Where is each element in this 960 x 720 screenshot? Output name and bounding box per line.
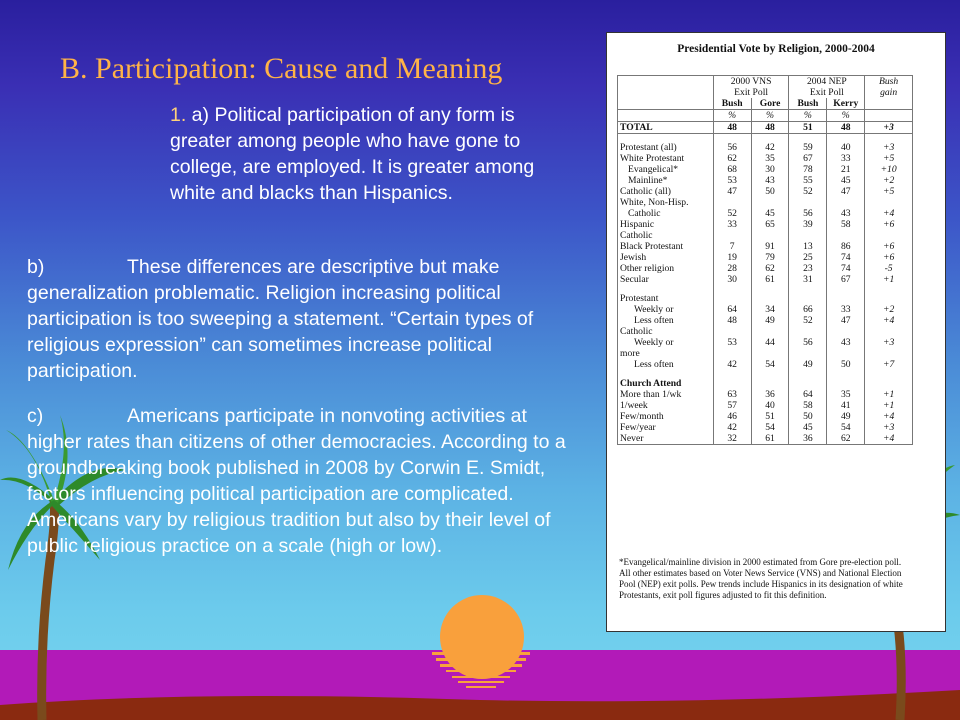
table-row: [618, 378, 913, 389]
table-row: [618, 315, 913, 326]
table-cell: [865, 378, 913, 389]
table-cell: [827, 230, 865, 241]
table-row: [618, 208, 913, 219]
table-cell: [713, 378, 751, 389]
table-cell: 42: [713, 422, 751, 433]
table-cell: [827, 293, 865, 304]
table-cell: +1: [865, 389, 913, 400]
table-row: [618, 164, 913, 175]
table-cell: 44: [751, 337, 789, 348]
table-title: Presidential Vote by Religion, 2000-2004: [677, 43, 875, 55]
row-label: White Protestant: [618, 153, 714, 164]
table-row: [618, 326, 913, 337]
table-cell: 53: [713, 337, 751, 348]
table-row: [618, 142, 913, 153]
row-label: Other religion: [618, 263, 714, 274]
table-cell: 33: [827, 304, 865, 315]
table-spacer-row: [618, 134, 913, 143]
table-footnote: *Evangelical/mainline division in 2000 estimated from Gore pre-election poll. All other estimates based on Voter News Service (VNS) and National Election Pool (NEP) exit polls. Pew trends include Hispanics in its designation of white Protestants, exit poll figures adjusted to fit this definition.: [619, 557, 903, 600]
table-row: [618, 197, 913, 208]
point-b-label: b): [27, 256, 45, 278]
table-cell: 48: [751, 122, 789, 134]
table-cell: 47: [827, 186, 865, 197]
table-row: [618, 400, 913, 411]
table-row: [618, 186, 913, 197]
table-cell: 43: [751, 175, 789, 186]
table-cell: [751, 326, 789, 337]
table-cell: 48: [827, 122, 865, 134]
table-cell: 52: [789, 186, 827, 197]
table-cell: +3: [865, 122, 913, 134]
gain-sublabel: gain: [865, 87, 913, 98]
row-label: Secular: [618, 274, 714, 285]
table-cell: 51: [789, 122, 827, 134]
row-label: Weekly or: [618, 304, 714, 315]
col-bush-2000: Bush: [713, 98, 751, 110]
table-unit-row: [618, 110, 913, 122]
row-label: more: [618, 348, 714, 359]
poll-2000-label: 2000 VNS: [713, 76, 789, 88]
table-cell: 35: [827, 389, 865, 400]
table-cell: 91: [751, 241, 789, 252]
point-1-text: a) Political participation of any form is greater among people who have gone to college, are employed. It is greater among white and blacks than Hispanics.: [170, 104, 535, 204]
table-cell: [789, 378, 827, 389]
table-cell: 42: [713, 359, 751, 370]
table-cell: 55: [789, 175, 827, 186]
table-row: [618, 348, 913, 359]
table-cell: 13: [789, 241, 827, 252]
table-cell: 43: [827, 208, 865, 219]
table-row: [618, 359, 913, 370]
table-cell: 61: [751, 274, 789, 285]
table-cell: 43: [827, 337, 865, 348]
table-cell: 78: [789, 164, 827, 175]
table-row: [618, 252, 913, 263]
point-b-text: These differences are descriptive but make generalization problematic. Religion increasing political participation is too sweeping a statement. “Certain types of religious expression” can sometimes increase political participation.: [27, 256, 534, 382]
table-cell: 51: [751, 411, 789, 422]
table-cell: [713, 293, 751, 304]
table-cell: +4: [865, 433, 913, 445]
row-label: Mainline*: [618, 175, 714, 186]
table-cell: 40: [827, 142, 865, 153]
table-cell: [827, 348, 865, 359]
row-label: Protestant (all): [618, 142, 714, 153]
table-cell: 62: [827, 433, 865, 445]
table-cell: 49: [751, 315, 789, 326]
table-row: [618, 422, 913, 433]
point-c: [27, 403, 572, 559]
row-label: Hispanic: [618, 219, 714, 230]
table-cell: 42: [751, 142, 789, 153]
table-cell: 59: [789, 142, 827, 153]
table-cell: 21: [827, 164, 865, 175]
table-cell: [865, 348, 913, 359]
row-label: Protestant: [618, 293, 714, 304]
poll-2000-sublabel: Exit Poll: [713, 87, 789, 98]
vote-table-panel: [606, 32, 946, 632]
table-cell: 47: [713, 186, 751, 197]
table-cell: 56: [789, 337, 827, 348]
row-label: Catholic: [618, 326, 714, 337]
table-cell: 53: [713, 175, 751, 186]
table-cell: 56: [789, 208, 827, 219]
unit-pct: %: [751, 110, 789, 122]
table-cell: +3: [865, 337, 913, 348]
table-row: [618, 153, 913, 164]
table-cell: [865, 293, 913, 304]
table-cell: 61: [751, 433, 789, 445]
table-cell: [713, 197, 751, 208]
table-cell: [713, 326, 751, 337]
table-cell: +7: [865, 359, 913, 370]
table-cell: 52: [789, 315, 827, 326]
unit-pct: %: [827, 110, 865, 122]
row-label: 1/week: [618, 400, 714, 411]
point-1: [170, 102, 580, 206]
table-cell: 33: [713, 219, 751, 230]
table-cell: 31: [789, 274, 827, 285]
table-cell: 62: [713, 153, 751, 164]
row-label: Jewish: [618, 252, 714, 263]
row-label: Church Attend: [618, 378, 714, 389]
table-cell: +4: [865, 208, 913, 219]
table-cell: 64: [713, 304, 751, 315]
table-cell: 67: [827, 274, 865, 285]
table-header-row-1: [618, 76, 913, 88]
table-cell: 41: [827, 400, 865, 411]
table-cell: [713, 230, 751, 241]
table-cell: 19: [713, 252, 751, 263]
table-cell: 33: [827, 153, 865, 164]
table-row: [618, 433, 913, 445]
row-label: Catholic: [618, 230, 714, 241]
table-row: [618, 304, 913, 315]
table-cell: [827, 197, 865, 208]
table-cell: 46: [713, 411, 751, 422]
row-label: Less often: [618, 359, 714, 370]
table-cell: 47: [827, 315, 865, 326]
table-cell: [827, 378, 865, 389]
table-cell: -5: [865, 263, 913, 274]
table-cell: 57: [713, 400, 751, 411]
table-row: [618, 241, 913, 252]
row-label: Catholic (all): [618, 186, 714, 197]
table-cell: 28: [713, 263, 751, 274]
table-cell: 36: [751, 389, 789, 400]
table-cell: 74: [827, 263, 865, 274]
row-label: Few/month: [618, 411, 714, 422]
table-cell: +10: [865, 164, 913, 175]
table-cell: +1: [865, 274, 913, 285]
col-gore-2000: Gore: [751, 98, 789, 110]
table-cell: [713, 348, 751, 359]
unit-pct: %: [789, 110, 827, 122]
table-cell: [789, 197, 827, 208]
table-cell: +5: [865, 153, 913, 164]
table-cell: 58: [789, 400, 827, 411]
table-cell: 65: [751, 219, 789, 230]
table-cell: +2: [865, 175, 913, 186]
table-cell: 45: [789, 422, 827, 433]
table-cell: [865, 230, 913, 241]
table-cell: +3: [865, 142, 913, 153]
table-cell: [789, 326, 827, 337]
table-cell: 30: [751, 164, 789, 175]
table-cell: [827, 326, 865, 337]
table-header-row-2: [618, 87, 913, 98]
table-cell: 74: [827, 252, 865, 263]
table-spacer-row: [618, 370, 913, 378]
table-row: [618, 293, 913, 304]
table-cell: 68: [713, 164, 751, 175]
table-cell: 52: [713, 208, 751, 219]
row-label: Evangelical*: [618, 164, 714, 175]
gain-label: Bush: [865, 76, 913, 88]
table-cell: 66: [789, 304, 827, 315]
table-header-row-3: [618, 98, 913, 110]
table-cell: 35: [751, 153, 789, 164]
table-cell: 50: [751, 186, 789, 197]
slide-title: B. Participation: Cause and Meaning: [60, 52, 503, 85]
table-spacer-row: [618, 285, 913, 293]
table-cell: +4: [865, 315, 913, 326]
table-cell: 40: [751, 400, 789, 411]
table-cell: +6: [865, 219, 913, 230]
table-cell: +6: [865, 241, 913, 252]
table-cell: +6: [865, 252, 913, 263]
table-cell: 56: [713, 142, 751, 153]
table-cell: 36: [789, 433, 827, 445]
table-cell: [865, 326, 913, 337]
table-cell: [751, 378, 789, 389]
table-cell: 64: [789, 389, 827, 400]
table-cell: 62: [751, 263, 789, 274]
table-row: [618, 337, 913, 348]
row-label: Few/year: [618, 422, 714, 433]
point-c-label: c): [27, 405, 44, 427]
unit-pct: %: [713, 110, 751, 122]
table-cell: 50: [827, 359, 865, 370]
table-cell: 50: [789, 411, 827, 422]
table-cell: +4: [865, 411, 913, 422]
table-cell: [751, 197, 789, 208]
table-cell: 7: [713, 241, 751, 252]
row-label: Catholic: [618, 208, 714, 219]
point-c-text: Americans participate in nonvoting activities at higher rates than citizens of other democracies. According to a groundbreaking book published in 2008 by Corwin E. Smidt, factors influencing political participation are complicated. Americans vary by religious tradition but also by their level of public religious practice on a scale (high or low).: [27, 405, 566, 557]
table-row: [618, 230, 913, 241]
table-row: [618, 122, 913, 134]
table-cell: 30: [713, 274, 751, 285]
table-cell: [789, 348, 827, 359]
table-cell: 86: [827, 241, 865, 252]
table-cell: [751, 348, 789, 359]
table-cell: +5: [865, 186, 913, 197]
point-b: [27, 254, 572, 384]
table-row: [618, 411, 913, 422]
table-cell: 49: [789, 359, 827, 370]
table-cell: 48: [713, 122, 751, 134]
table-cell: 45: [751, 208, 789, 219]
row-label: Never: [618, 433, 714, 445]
poll-2004-label: 2004 NEP: [789, 76, 865, 88]
table-row: [618, 219, 913, 230]
table-cell: 48: [713, 315, 751, 326]
table-row: [618, 175, 913, 186]
row-label: Less often: [618, 315, 714, 326]
table-cell: 54: [827, 422, 865, 433]
table-cell: 23: [789, 263, 827, 274]
row-label: TOTAL: [618, 122, 714, 134]
poll-2004-sublabel: Exit Poll: [789, 87, 865, 98]
table-cell: 45: [827, 175, 865, 186]
table-cell: 25: [789, 252, 827, 263]
vote-by-religion-table: [617, 75, 913, 445]
col-bush-2004: Bush: [789, 98, 827, 110]
table-cell: 58: [827, 219, 865, 230]
table-cell: 54: [751, 422, 789, 433]
table-cell: 79: [751, 252, 789, 263]
table-cell: 34: [751, 304, 789, 315]
table-cell: [865, 197, 913, 208]
table-cell: +1: [865, 400, 913, 411]
table-cell: 54: [751, 359, 789, 370]
table-cell: 39: [789, 219, 827, 230]
table-cell: [789, 230, 827, 241]
table-row: [618, 389, 913, 400]
table-cell: 63: [713, 389, 751, 400]
table-row: [618, 274, 913, 285]
table-cell: 67: [789, 153, 827, 164]
table-cell: [751, 230, 789, 241]
table-cell: [789, 293, 827, 304]
row-label: Weekly or: [618, 337, 714, 348]
row-label: White, Non-Hisp.: [618, 197, 714, 208]
table-row: [618, 263, 913, 274]
table-cell: [751, 293, 789, 304]
row-label: More than 1/wk: [618, 389, 714, 400]
table-cell: 49: [827, 411, 865, 422]
row-label: Black Protestant: [618, 241, 714, 252]
point-1-number: 1.: [170, 104, 187, 126]
table-cell: +2: [865, 304, 913, 315]
col-kerry-2004: Kerry: [827, 98, 865, 110]
table-cell: +3: [865, 422, 913, 433]
table-cell: 32: [713, 433, 751, 445]
